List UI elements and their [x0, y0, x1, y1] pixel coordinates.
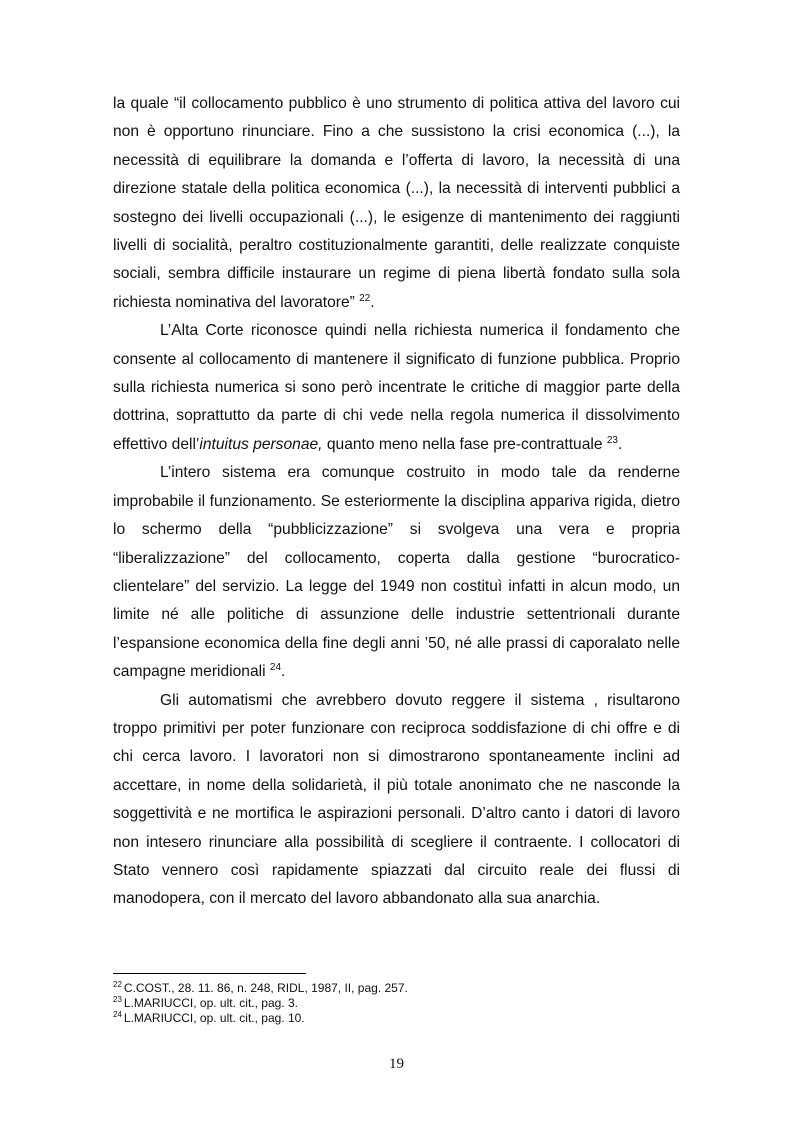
footnote-reference: 23 [606, 434, 618, 446]
footnote [113, 1011, 680, 1026]
paragraph [113, 687, 680, 914]
text-run: . [617, 435, 623, 453]
footnote-text: L.MARIUCCI, op. ult. cit., pag. 3. [123, 996, 298, 1010]
footnote [113, 981, 680, 996]
text-run: . [370, 293, 375, 311]
paragraph [113, 90, 680, 317]
footnote-reference: 24 [269, 661, 282, 673]
footnote-number: 24 [113, 1010, 122, 1019]
body-text [113, 90, 680, 914]
footnote-reference: 22 [359, 292, 371, 304]
footnotes [113, 981, 680, 1026]
text-run: L’intero sistema era comunque costruito in modo tale da renderne improbabile il funzionamento. Se esteriormente la disciplina appariva rigida, dietro lo schermo della “pubblicizzazione” si svolgeva una vera e propria “liberalizzazione” del collocamento, coperta dalla gestione “burocratico-clientelare” del servizio. La legge del 1949 non costituì infatti in alcun modo, un limite né alle politiche di assunzione delle industrie settentrionali durante l’espansione economica della fine degli anni ’50, né alle prassi di caporalato nelle campagne meridionali [113, 464, 680, 681]
footnote-text: C.COST., 28. 11. 86, n. 248, RIDL, 1987, II, pag. 257. [123, 981, 408, 995]
text-run: Gli automatismi che avrebbero dovuto reggere il sistema , risultarono troppo primitivi per poter funzionare con reciproca soddisfazione di chi offre e di chi cerca lavoro. I lavoratori non si dimostrarono spontaneamente inclini ad accettare, in nome della solidarietà, il più totale anonimato che ne nasconde la soggettività e ne mortifica le aspirazioni personali. D’altro canto i datori di lavoro non intesero rinunciare alla possibilità di scegliere il contraente. I collocatori di Stato vennero così rapidamente spiazzati dal circuito reale dei flussi di manodopera, con il mercato del lavoro abbandonato alla sua anarchia. [113, 691, 680, 908]
paragraph [113, 317, 680, 459]
footnote-separator [113, 973, 306, 974]
italic-text: intuitus personae, [199, 435, 323, 453]
footnote-number: 23 [113, 995, 122, 1004]
footnote-text: L.MARIUCCI, op. ult. cit., pag. 10. [123, 1011, 305, 1025]
text-run: . [281, 663, 286, 681]
text-run: quanto meno nella fase pre-contrattuale [322, 435, 607, 453]
paragraph [113, 459, 680, 686]
page-number: 19 [389, 1056, 404, 1072]
text-run: la quale “il collocamento pubblico è uno strumento di politica attiva del lavoro cui non è opportuno rinunciare. Fino a che sussistono la crisi economica (...), la necessità di equilibrare la domanda e l’offerta di lavoro, la necessità di una direzione statale della politica economica (...), la necessità di interventi pubblici a sostegno dei livelli occupazionali (...), le esigenze di mantenimento dei raggiunti livelli di socialità, peraltro costituzionalmente garantiti, delle realizzate conquiste sociali, sembra difficile instaurare un regime di piena libertà fondato sulla sola richiesta nominativa del lavoratore” [113, 95, 680, 311]
footnote-number: 22 [113, 980, 122, 989]
text-run: L’Alta Corte riconosce quindi nella richiesta numerica il fondamento che consente al collocamento di mantenere il significato di funzione pubblica. Proprio sulla richiesta numerica si sono però incentrate le critiche di maggior parte della dottrina, soprattutto da parte di chi vede nella regola numerica il dissolvimento effettivo dell’ [113, 322, 680, 453]
footnote [113, 996, 680, 1011]
